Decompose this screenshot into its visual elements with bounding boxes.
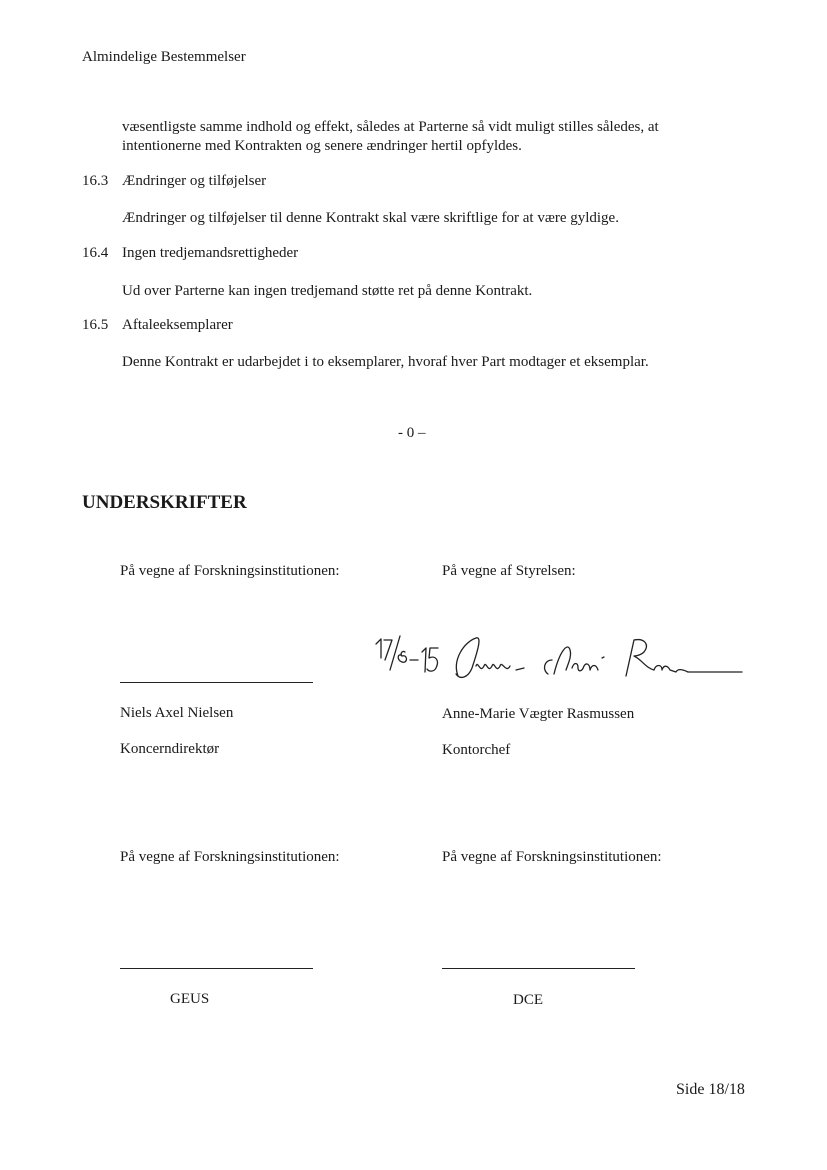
signature-label-3: På vegne af Forskningsinstitutionen:: [120, 849, 340, 865]
page-header: Almindelige Bestemmelser: [82, 49, 246, 65]
signatory-role-2: Kontorchef: [442, 742, 511, 758]
section-16-5-number: 16.5: [82, 317, 109, 333]
intro-line-1: væsentligste samme indhold og effekt, således at Parterne så vidt muligt stilles således, at: [122, 119, 659, 135]
end-separator: - 0 –: [398, 425, 426, 441]
signature-line-4: [442, 968, 635, 969]
section-16-5-heading: Aftaleeksemplarer: [122, 317, 233, 333]
page-number: Side 18/18: [676, 1081, 745, 1098]
signatory-name-3: GEUS: [170, 991, 210, 1007]
section-16-4-text: Ud over Parterne kan ingen tredjemand støtte ret på denne Kontrakt.: [122, 283, 533, 299]
section-16-5-text: Denne Kontrakt er udarbejdet i to eksemplarer, hvoraf hver Part modtager et eksemplar.: [122, 354, 649, 370]
section-16-4-heading: Ingen tredjemandsrettigheder: [122, 245, 299, 261]
handwritten-signature: [372, 630, 744, 692]
signature-line-3: [120, 968, 313, 969]
signature-label-2: På vegne af Styrelsen:: [442, 563, 576, 579]
signature-label-4: På vegne af Forskningsinstitutionen:: [442, 849, 662, 865]
signatory-name-1: Niels Axel Nielsen: [120, 705, 234, 721]
intro-line-2: intentionerne med Kontrakten og senere ændringer hertil opfyldes.: [122, 138, 522, 154]
signatures-title: UNDERSKRIFTER: [82, 492, 247, 513]
signatory-name-2: Anne-Marie Vægter Rasmussen: [442, 706, 635, 722]
signature-line-1: [120, 682, 313, 683]
signatory-name-4: DCE: [513, 992, 543, 1008]
section-16-3-number: 16.3: [82, 173, 109, 189]
signature-label-1: På vegne af Forskningsinstitutionen:: [120, 563, 340, 579]
section-16-3-text: Ændringer og tilføjelser til denne Kontrakt skal være skriftlige for at være gyldige.: [122, 210, 619, 226]
section-16-4-number: 16.4: [82, 245, 109, 261]
section-16-3-heading: Ændringer og tilføjelser: [122, 173, 267, 189]
signatory-role-1: Koncerndirektør: [120, 741, 220, 757]
